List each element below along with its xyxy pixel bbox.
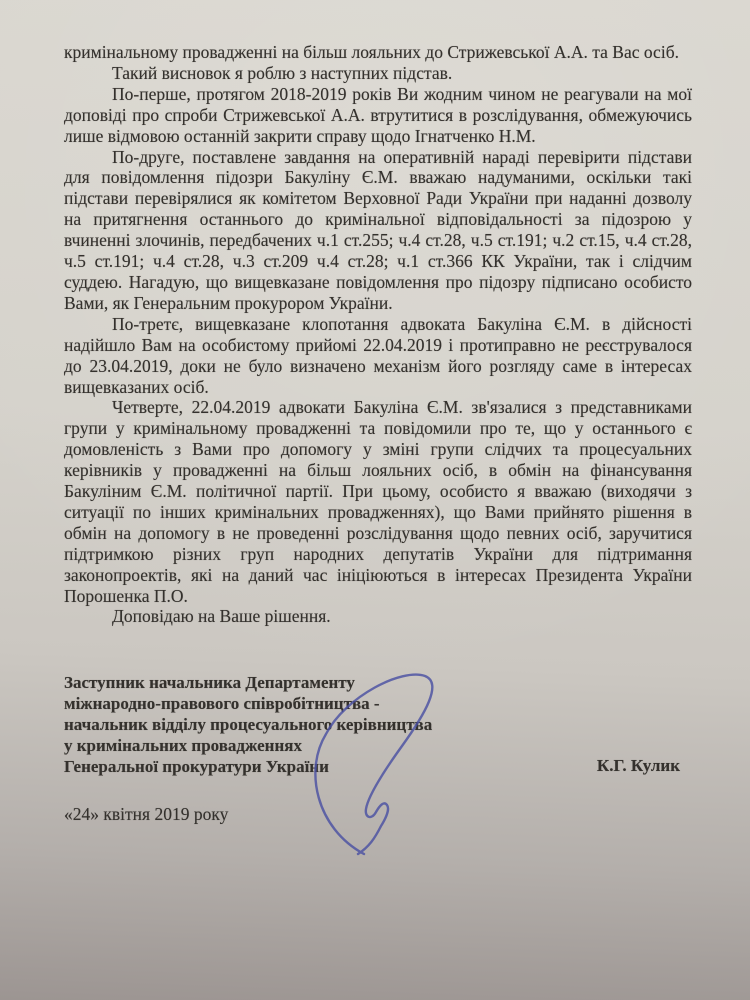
paragraph-fourth-point: Четверте, 22.04.2019 адвокати Бакуліна Є.М. зв'язалися з представниками групи у кримінальному провадженні та повідомили про те, що у останнього є домовленість з Вами про допомогу у зміні групи слідчих та процесуальних керівників у провадженні на більш лояльних осіб, в обмін на фінансування Бакуліним Є.М. політичної партії. При цьому, особисто я вважаю (виходячи з ситуації по інших кримінальних провадженнях), що Вами прийнято рішення в обмін на допомогу в не проведенні розслідування щодо певних осіб, заручитися підтримкою різних груп народних депутатів України для підтримання законопроектів, які на даний час ініціюються в інтересах Президента України Порошенка П.О.: [64, 397, 692, 606]
signature-block: [64, 672, 692, 777]
paragraph-second-point: По-друге, поставлене завдання на оперативній нараді перевірити підстави для повідомлення підозри Бакуліну Є.М. вважаю надуманими, оскільки такі підстави перевірялися як комітетом Верховної Ради України при наданні дозволу на притягнення останнього до кримінальної відповідальності за підозрою у вчиненні злочинів, передбачених ч.1 ст.255; ч.4 ст.28, ч.5 ст.191; ч.2 ст.15, ч.4 ст.28, ч.5 ст.191; ч.4 ст.28, ч.3 ст.209 ч.4 ст.28; ч.1 ст.366 КК України, так і слідчим суддею. Нагадую, що вищевказане повідомлення про підозру підписано особисто Вами, як Генеральним прокурором України.: [64, 146, 692, 313]
signer-title-line-4: у кримінальних провадженнях: [64, 736, 302, 756]
signer-title-line-1: Заступник начальника Департаменту: [64, 673, 355, 693]
signer-title-line-2: міжнародно-правового співробітництва -: [64, 694, 380, 714]
paragraph-third-point: По-третє, вищевказане клопотання адвоката Бакуліна Є.М. в дійсності надійшло Вам на особистому прийомі 22.04.2019 і протиправно не реєструвалося до 23.04.2019, доки не було визначено механізм його розгляду саме в інтересах вищевказаних осіб.: [64, 313, 692, 397]
letter-body: [64, 42, 692, 627]
paragraph-continuation: кримінальному провадженні на більш лояльних до Стрижевської А.А. та Вас осіб.: [64, 42, 679, 62]
paragraph-conclusion-intro: Такий висновок я роблю з наступних підстав.: [112, 62, 453, 83]
paragraph-first-point: По-перше, протягом 2018-2019 років Ви жодним чином не реагували на мої доповіді про спроби Стрижевської А.А. втрутитися в розслідування, обмежуючись лише відмовою останній закрити справу щодо Ігнатченко Н.М.: [64, 83, 692, 146]
signer-title-line-5: Генеральної прокуратури України: [64, 757, 329, 777]
paragraph-closing: Доповідаю на Ваше рішення.: [112, 606, 331, 627]
document-date: «24» квітня 2019 року: [64, 804, 229, 825]
signer-name: К.Г. Кулик: [596, 756, 680, 776]
signer-title-line-3: начальник відділу процесуального керівництва: [64, 715, 433, 735]
